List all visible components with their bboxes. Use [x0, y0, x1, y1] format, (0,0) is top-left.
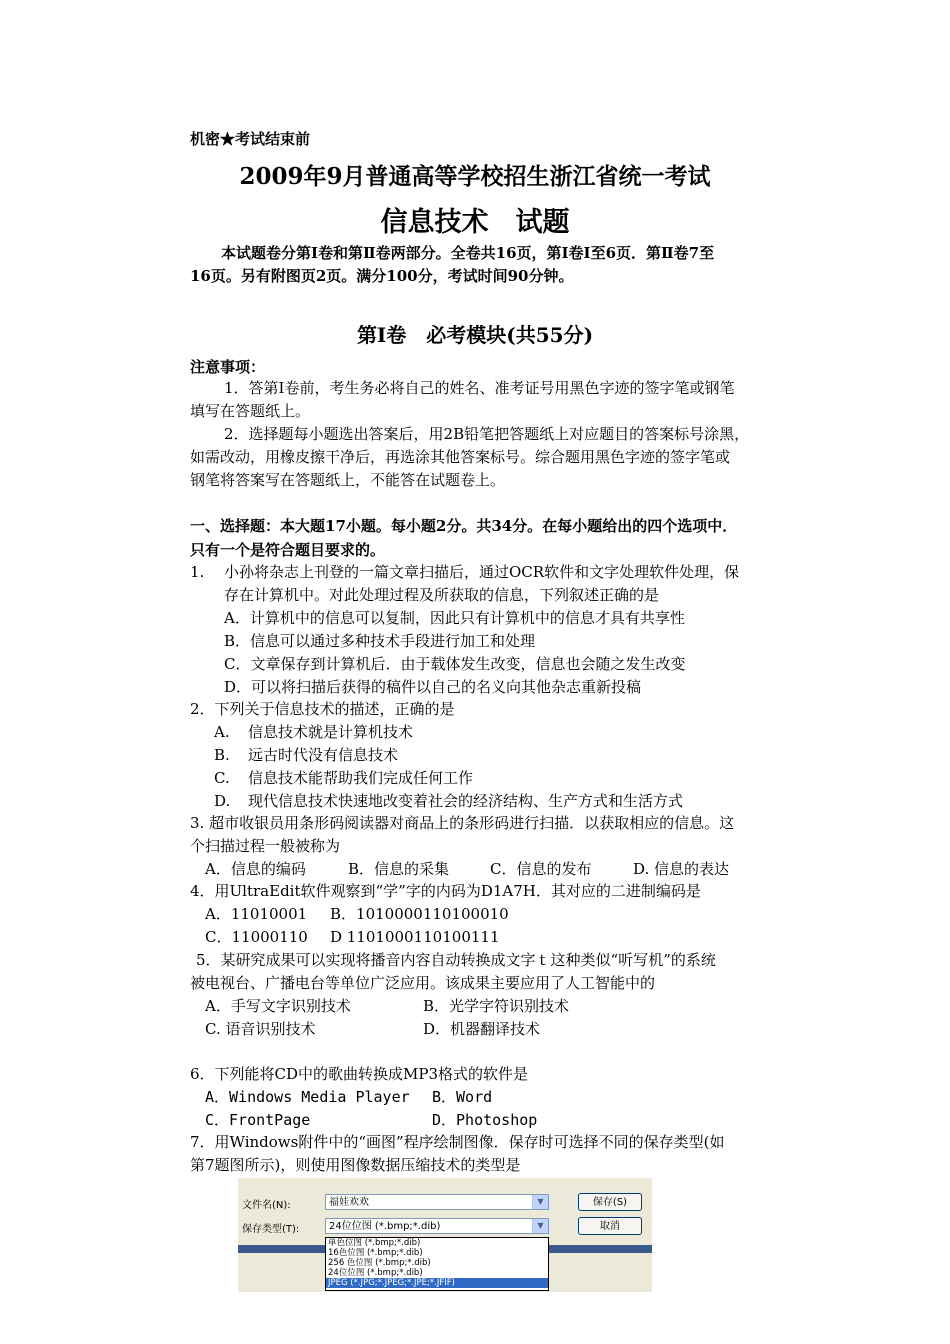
- question-6-option-a: A．Windows Media Player: [205, 1088, 410, 1106]
- question-2-option-a-letter: A.: [214, 723, 230, 741]
- part1-title: 第Ⅰ卷 必考模块(共55分): [356, 323, 594, 347]
- note-line: 1．答第Ⅰ卷前，考生务必将自己的姓名、准考证号用黑色字迹的签字笔或钢笔: [224, 379, 735, 397]
- question-3-option-d: D. 信息的表达: [633, 860, 730, 878]
- intro-line-2: 16页。另有附图页2页。满分100分，考试时间90分钟。: [190, 267, 574, 285]
- cancel-button[interactable]: 取消: [578, 1217, 642, 1235]
- question-6-text: 6．下列能将CD中的歌曲转换成MP3格式的软件是: [190, 1065, 529, 1083]
- question-5-option-c: C. 语音识别技术: [205, 1020, 316, 1038]
- question-1-text: 小孙将杂志上刊登的一篇文章扫描后，通过OCR软件和文字处理软件处理，保: [224, 563, 740, 581]
- save-button[interactable]: 保存(S): [578, 1193, 642, 1211]
- savetype-select[interactable]: [325, 1218, 549, 1234]
- note-line: 如需改动，用橡皮擦干净后，再选涂其他答案标号。综合题用黑色字迹的签字笔或: [190, 448, 731, 466]
- question-7-text: 7．用Windows附件中的“画图”程序绘制图像．保存时可选择不同的保存类型(如: [190, 1133, 725, 1151]
- question-1-option-b: B．信息可以通过多种技术手段进行加工和处理: [224, 632, 536, 650]
- question-1-number: 1.: [190, 563, 205, 581]
- question-2-option-b-letter: B.: [214, 746, 230, 764]
- note-line: 2．选择题每小题选出答案后，用2B铅笔把答题纸上对应题目的答案标号涂黑，: [224, 425, 750, 443]
- question-6-option-d: D．Photoshop: [432, 1111, 538, 1129]
- question-5-text: 5．某研究成果可以实现将播音内容自动转换成文字ｔ这种类似“听写机”的系统: [196, 951, 716, 969]
- question-4-option-c: C．11000110: [205, 928, 308, 946]
- question-5-option-d: D．机器翻译技术: [423, 1020, 541, 1038]
- savetype-option[interactable]: 256 色位图 (*.bmp;*.dib): [328, 1258, 431, 1268]
- section-heading: 一、选择题：本大题17小题。每小题2分。共34分。在每小题给出的四个选项中．: [190, 517, 738, 535]
- question-6-option-c: C．FrontPage: [205, 1111, 311, 1129]
- question-7-text-cont: 第7题图所示)，则使用图像数据压缩技术的类型是: [190, 1156, 521, 1174]
- filename-input[interactable]: [325, 1194, 549, 1210]
- question-1-text-cont: 存在计算机中。对此处理过程及所获取的信息，下列叙述正确的是: [224, 586, 660, 604]
- question-5-text-cont: 被电视台、广播电台等单位广泛应用。该成果主要应用了人工智能中的: [190, 974, 656, 992]
- filename-value: 福娃欢欢: [329, 1197, 369, 1208]
- question-3-text-cont: 个扫描过程一般被称为: [190, 837, 341, 855]
- savetype-option-selected[interactable]: JPEG (*.JPG;*.JPEG;*.JPE;*.JFIF): [326, 1278, 548, 1288]
- question-3-option-b: B．信息的采集: [348, 860, 450, 878]
- save-dialog-figure: [238, 1178, 652, 1292]
- confidential-mark: 机密★考试结束前: [190, 130, 311, 148]
- question-2-option-a: 信息技术就是计算机技术: [248, 723, 414, 741]
- savetype-option[interactable]: 16色位图 (*.bmp;*.dib): [328, 1248, 423, 1258]
- savetype-option[interactable]: 24位位图 (*.bmp;*.dib): [328, 1268, 423, 1278]
- question-6-option-b: B．Word: [432, 1088, 493, 1106]
- question-3-option-c: C．信息的发布: [490, 860, 592, 878]
- question-1-option-a: A．计算机中的信息可以复制，因此只有计算机中的信息才具有共享性: [224, 609, 685, 627]
- savetype-label: 保存类型(T):: [242, 1224, 300, 1235]
- question-2-option-d-letter: D.: [214, 792, 231, 810]
- question-2-option-c-letter: C.: [214, 769, 230, 787]
- question-2-option-b: 远古时代没有信息技术: [248, 746, 399, 764]
- chevron-down-icon[interactable]: ▼: [532, 1219, 548, 1233]
- savetype-value: 24位位图 (*.bmp;*.dib): [329, 1221, 441, 1232]
- subject-title: 信息技术 试题: [380, 207, 570, 238]
- question-3-text: 3. 超市收银员用条形码阅读器对商品上的条形码进行扫描．以获取相应的信息。这: [190, 814, 735, 832]
- question-5-option-a: A．手写文字识别技术: [205, 997, 351, 1015]
- savetype-option[interactable]: 单色位图 (*.bmp;*.dib): [328, 1238, 421, 1248]
- savetype-dropdown-list[interactable]: [325, 1237, 549, 1291]
- question-4-option-d: D 1101000110100111: [330, 928, 500, 946]
- question-3-option-a: A．信息的编码: [205, 860, 306, 878]
- note-line: 钢笔将答案写在答题纸上，不能答在试题卷上。: [190, 471, 506, 489]
- section-heading-cont: 只有一个是符合题目要求的。: [190, 541, 386, 559]
- question-4-option-a: A．11010001: [205, 905, 308, 923]
- question-2-text: 2．下列关于信息技术的描述，正确的是: [190, 700, 455, 718]
- exam-title: 2009年9月普通高等学校招生浙江省统一考试: [239, 163, 711, 190]
- question-4-text: 4．用UltraEdit软件观察到“学”字的内码为D1A7H．其对应的二进制编码是: [190, 882, 701, 900]
- question-5-option-b: B．光学字符识别技术: [423, 997, 570, 1015]
- notes-heading: 注意事项：: [190, 358, 266, 376]
- question-4-option-b: B．1010000110100010: [330, 905, 509, 923]
- question-1-option-d: D．可以将扫描后获得的稿件以自己的名义向其他杂志重新投稿: [224, 678, 642, 696]
- question-1-option-c: C．文章保存到计算机后．由于载体发生改变，信息也会随之发生改变: [224, 655, 686, 673]
- question-2-option-d: 现代信息技术快速地改变着社会的经济结构、生产方式和生活方式: [248, 792, 684, 810]
- chevron-down-icon[interactable]: ▼: [532, 1195, 548, 1209]
- note-line: 填写在答题纸上。: [190, 402, 311, 420]
- filename-label: 文件名(N):: [242, 1200, 291, 1211]
- intro-line-1: 本试题卷分第Ⅰ卷和第Ⅱ卷两部分。全卷共16页，第Ⅰ卷Ⅰ至6页．第Ⅱ卷7至: [221, 244, 715, 262]
- question-2-option-c: 信息技术能帮助我们完成任何工作: [248, 769, 474, 787]
